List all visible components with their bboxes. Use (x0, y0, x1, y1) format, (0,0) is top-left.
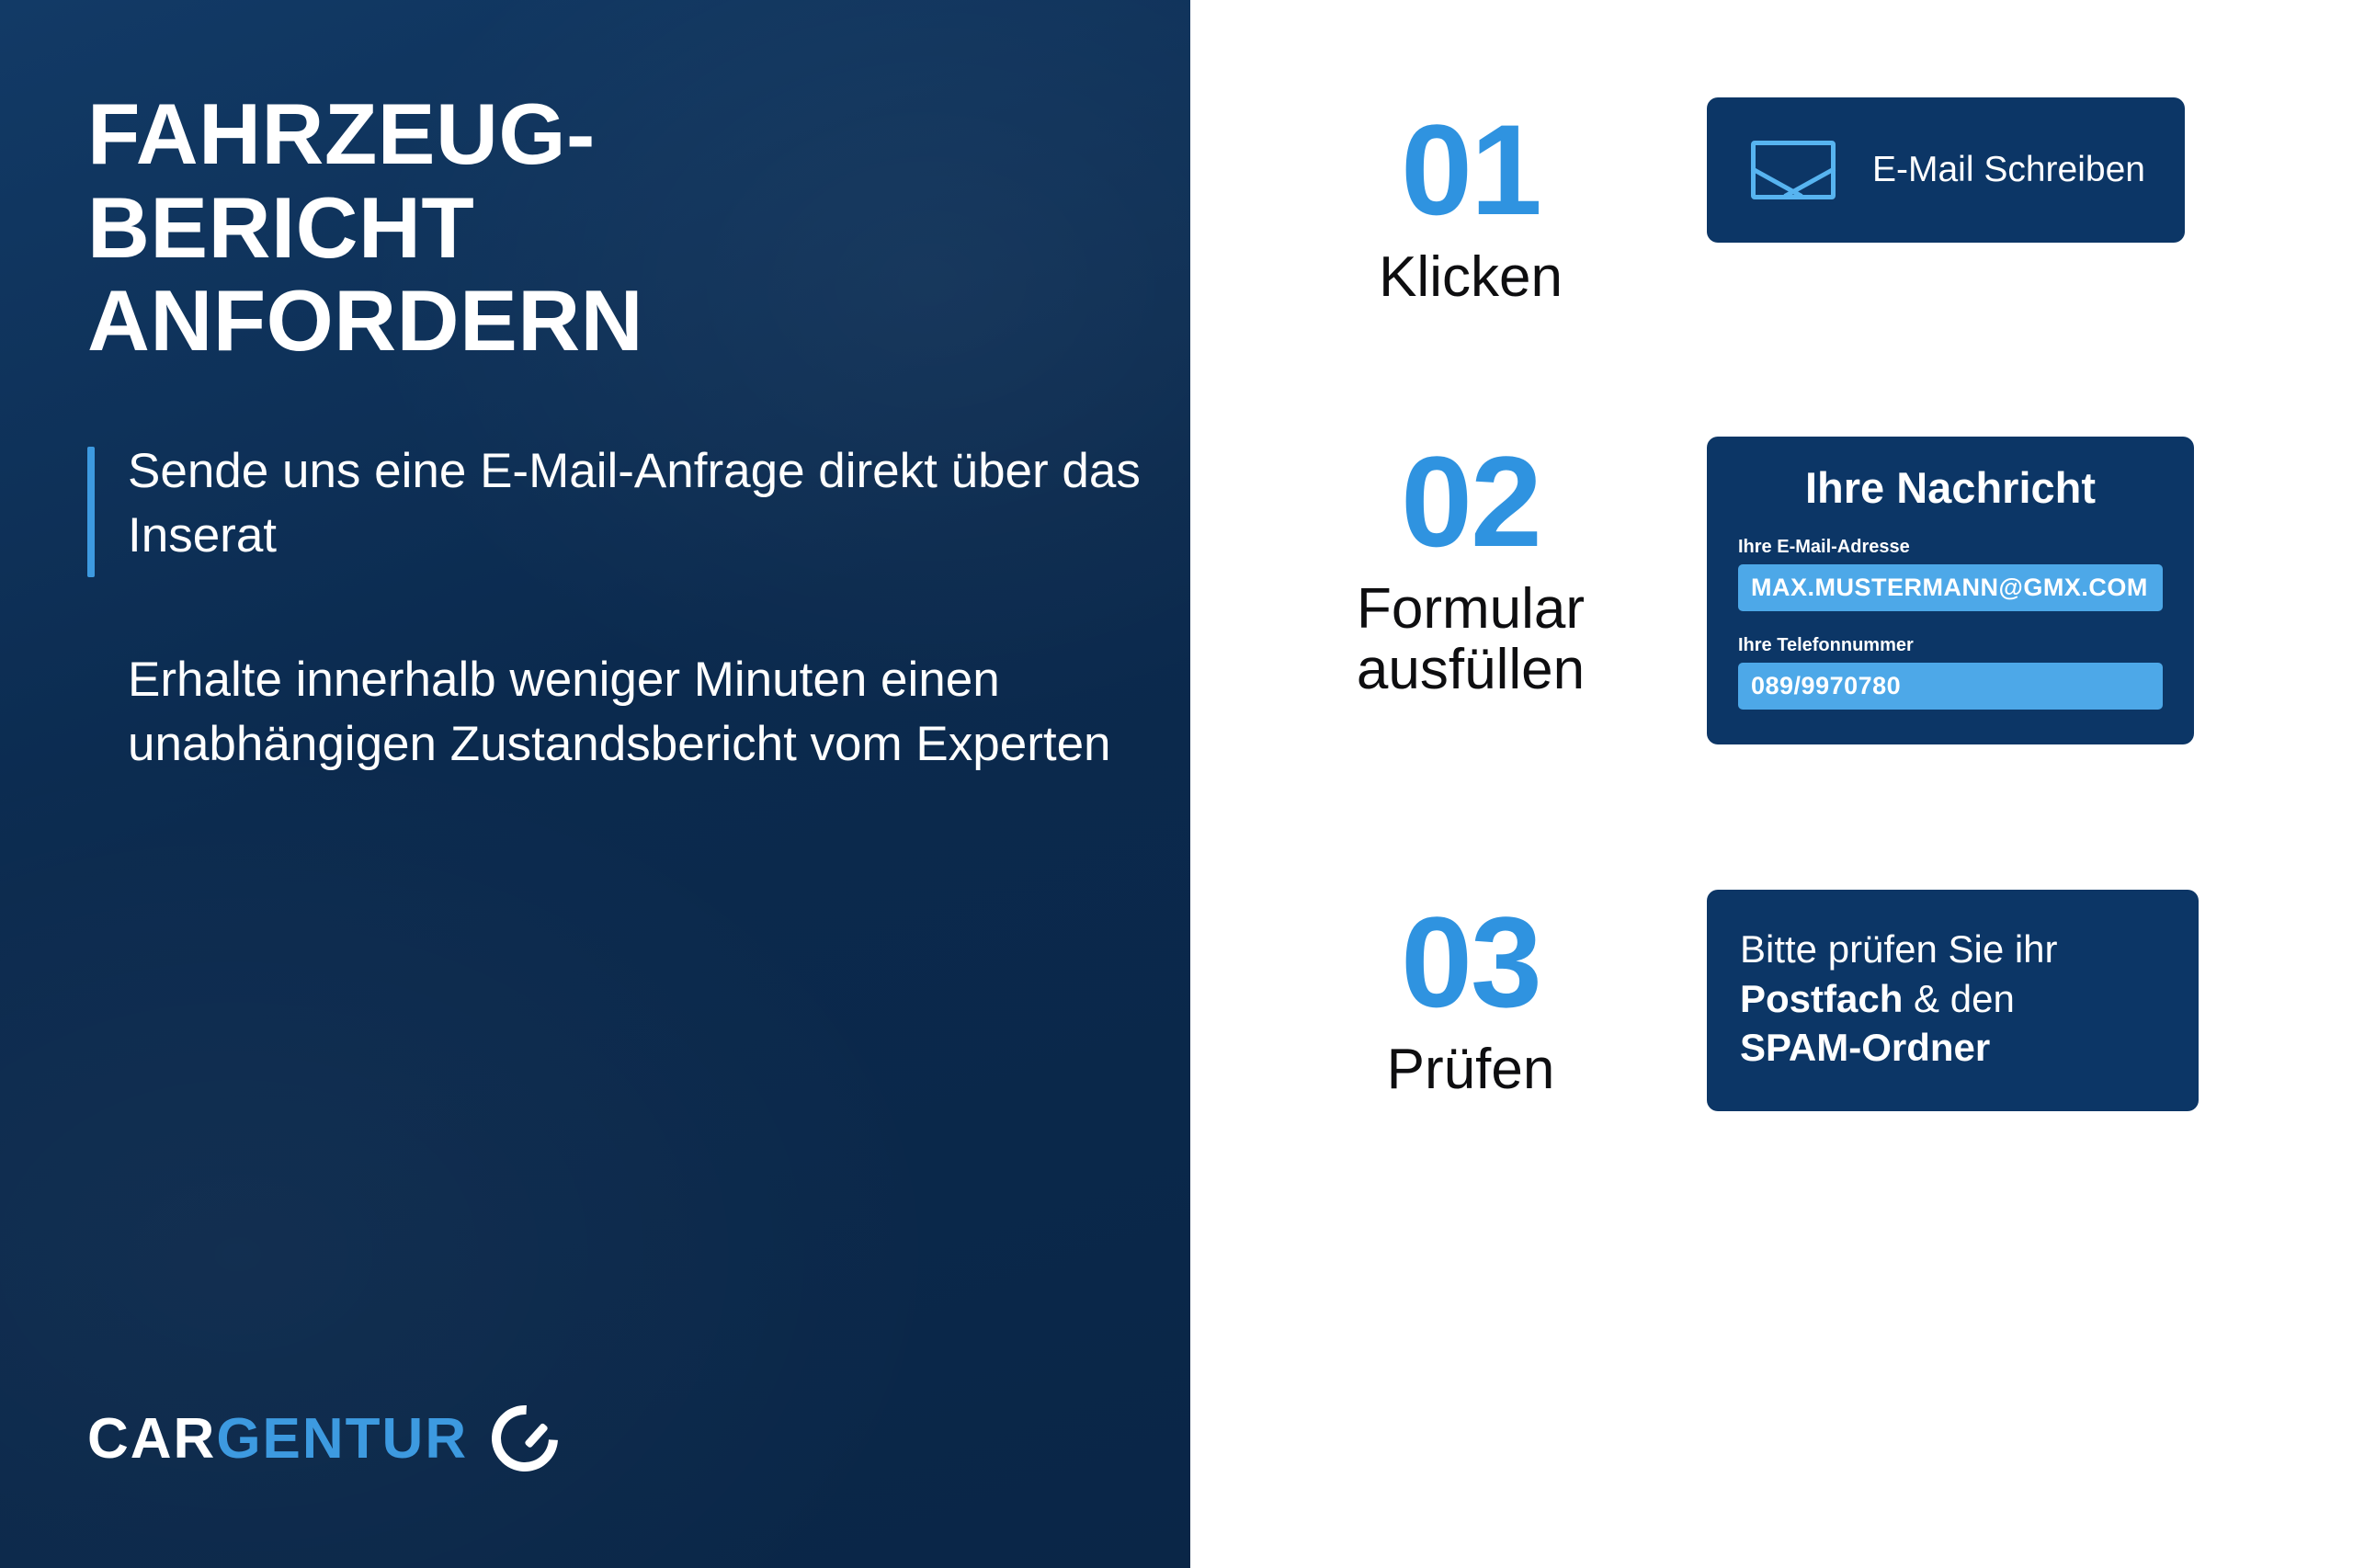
envelope-icon (1751, 141, 1836, 199)
step-2-label-line-1: Formular (1356, 577, 1586, 642)
email-write-button[interactable] (1707, 97, 2185, 243)
step-2-card-wrap (1707, 429, 2194, 744)
check-line-2-strong: Postfach (1740, 976, 1904, 1020)
message-form-card (1707, 437, 2194, 744)
check-line-3 (1740, 1023, 2165, 1073)
logo-text-car: CAR (87, 1406, 217, 1471)
step-3-label: Prüfen (1386, 1038, 1555, 1102)
step-1-card-wrap (1707, 90, 2185, 243)
check-mailbox-card (1707, 890, 2199, 1111)
field-spacer (1738, 611, 2163, 635)
logo-text-gentur: GENTUR (216, 1406, 469, 1471)
step-1-label: Klicken (1379, 245, 1563, 310)
body-text: Erhalte innerhalb weniger Minuten einen unabhängigen Zustandsbericht vom Experten (128, 652, 1111, 771)
headline-line-1: FAHRZEUG- (87, 85, 596, 182)
step-3-number: 03 (1401, 889, 1540, 1034)
check-line-3-strong: SPAM-Ordner (1740, 1026, 1991, 1070)
headline-line-2: BERICHT (87, 178, 475, 276)
right-panel (1190, 0, 2353, 1568)
step-2 (1190, 429, 2353, 744)
logo-ring-shape (478, 1392, 572, 1485)
page-title (87, 87, 1062, 368)
email-field-group (1738, 537, 2163, 611)
email-field[interactable]: MAX.MUSTERMANN@GMX.COM (1738, 564, 2163, 611)
step-2-label-line-2: ausfüllen (1356, 637, 1586, 701)
check-line-1: Bitte prüfen Sie ihr (1740, 926, 2058, 971)
step-1-left (1319, 90, 1622, 308)
check-line-2 (1740, 974, 2165, 1024)
check-line-2-rest: & den (1903, 976, 2015, 1020)
phone-field-label: Ihre Telefonnummer (1738, 634, 1914, 655)
email-write-button-label: E-Mail Schreiben (1872, 150, 2145, 189)
logo (87, 1405, 558, 1471)
lead-quote-block (87, 439, 1166, 569)
logo-wordmark (87, 1406, 468, 1471)
step-2-left (1319, 429, 1622, 700)
phone-field-group (1738, 635, 2163, 710)
step-3 (1190, 882, 2353, 1111)
logo-speedometer-icon (492, 1405, 558, 1471)
email-field-label: Ihre E-Mail-Adresse (1738, 536, 1910, 557)
quote-accent-bar (87, 447, 95, 577)
message-form-title: Ihre Nachricht (1804, 462, 2097, 512)
step-1-number: 01 (1401, 97, 1540, 242)
step-3-card-wrap (1707, 882, 2199, 1111)
step-2-number: 02 (1401, 428, 1540, 574)
step-2-label (1319, 579, 1622, 699)
step-3-left (1319, 882, 1622, 1100)
headline-line-3: ANFORDERN (87, 272, 644, 369)
step-1 (1190, 90, 2353, 308)
phone-field[interactable]: 089/9970780 (1738, 663, 2163, 710)
lead-text: Sende uns eine E-Mail-Anfrage direkt über das Inserat (128, 443, 1141, 563)
